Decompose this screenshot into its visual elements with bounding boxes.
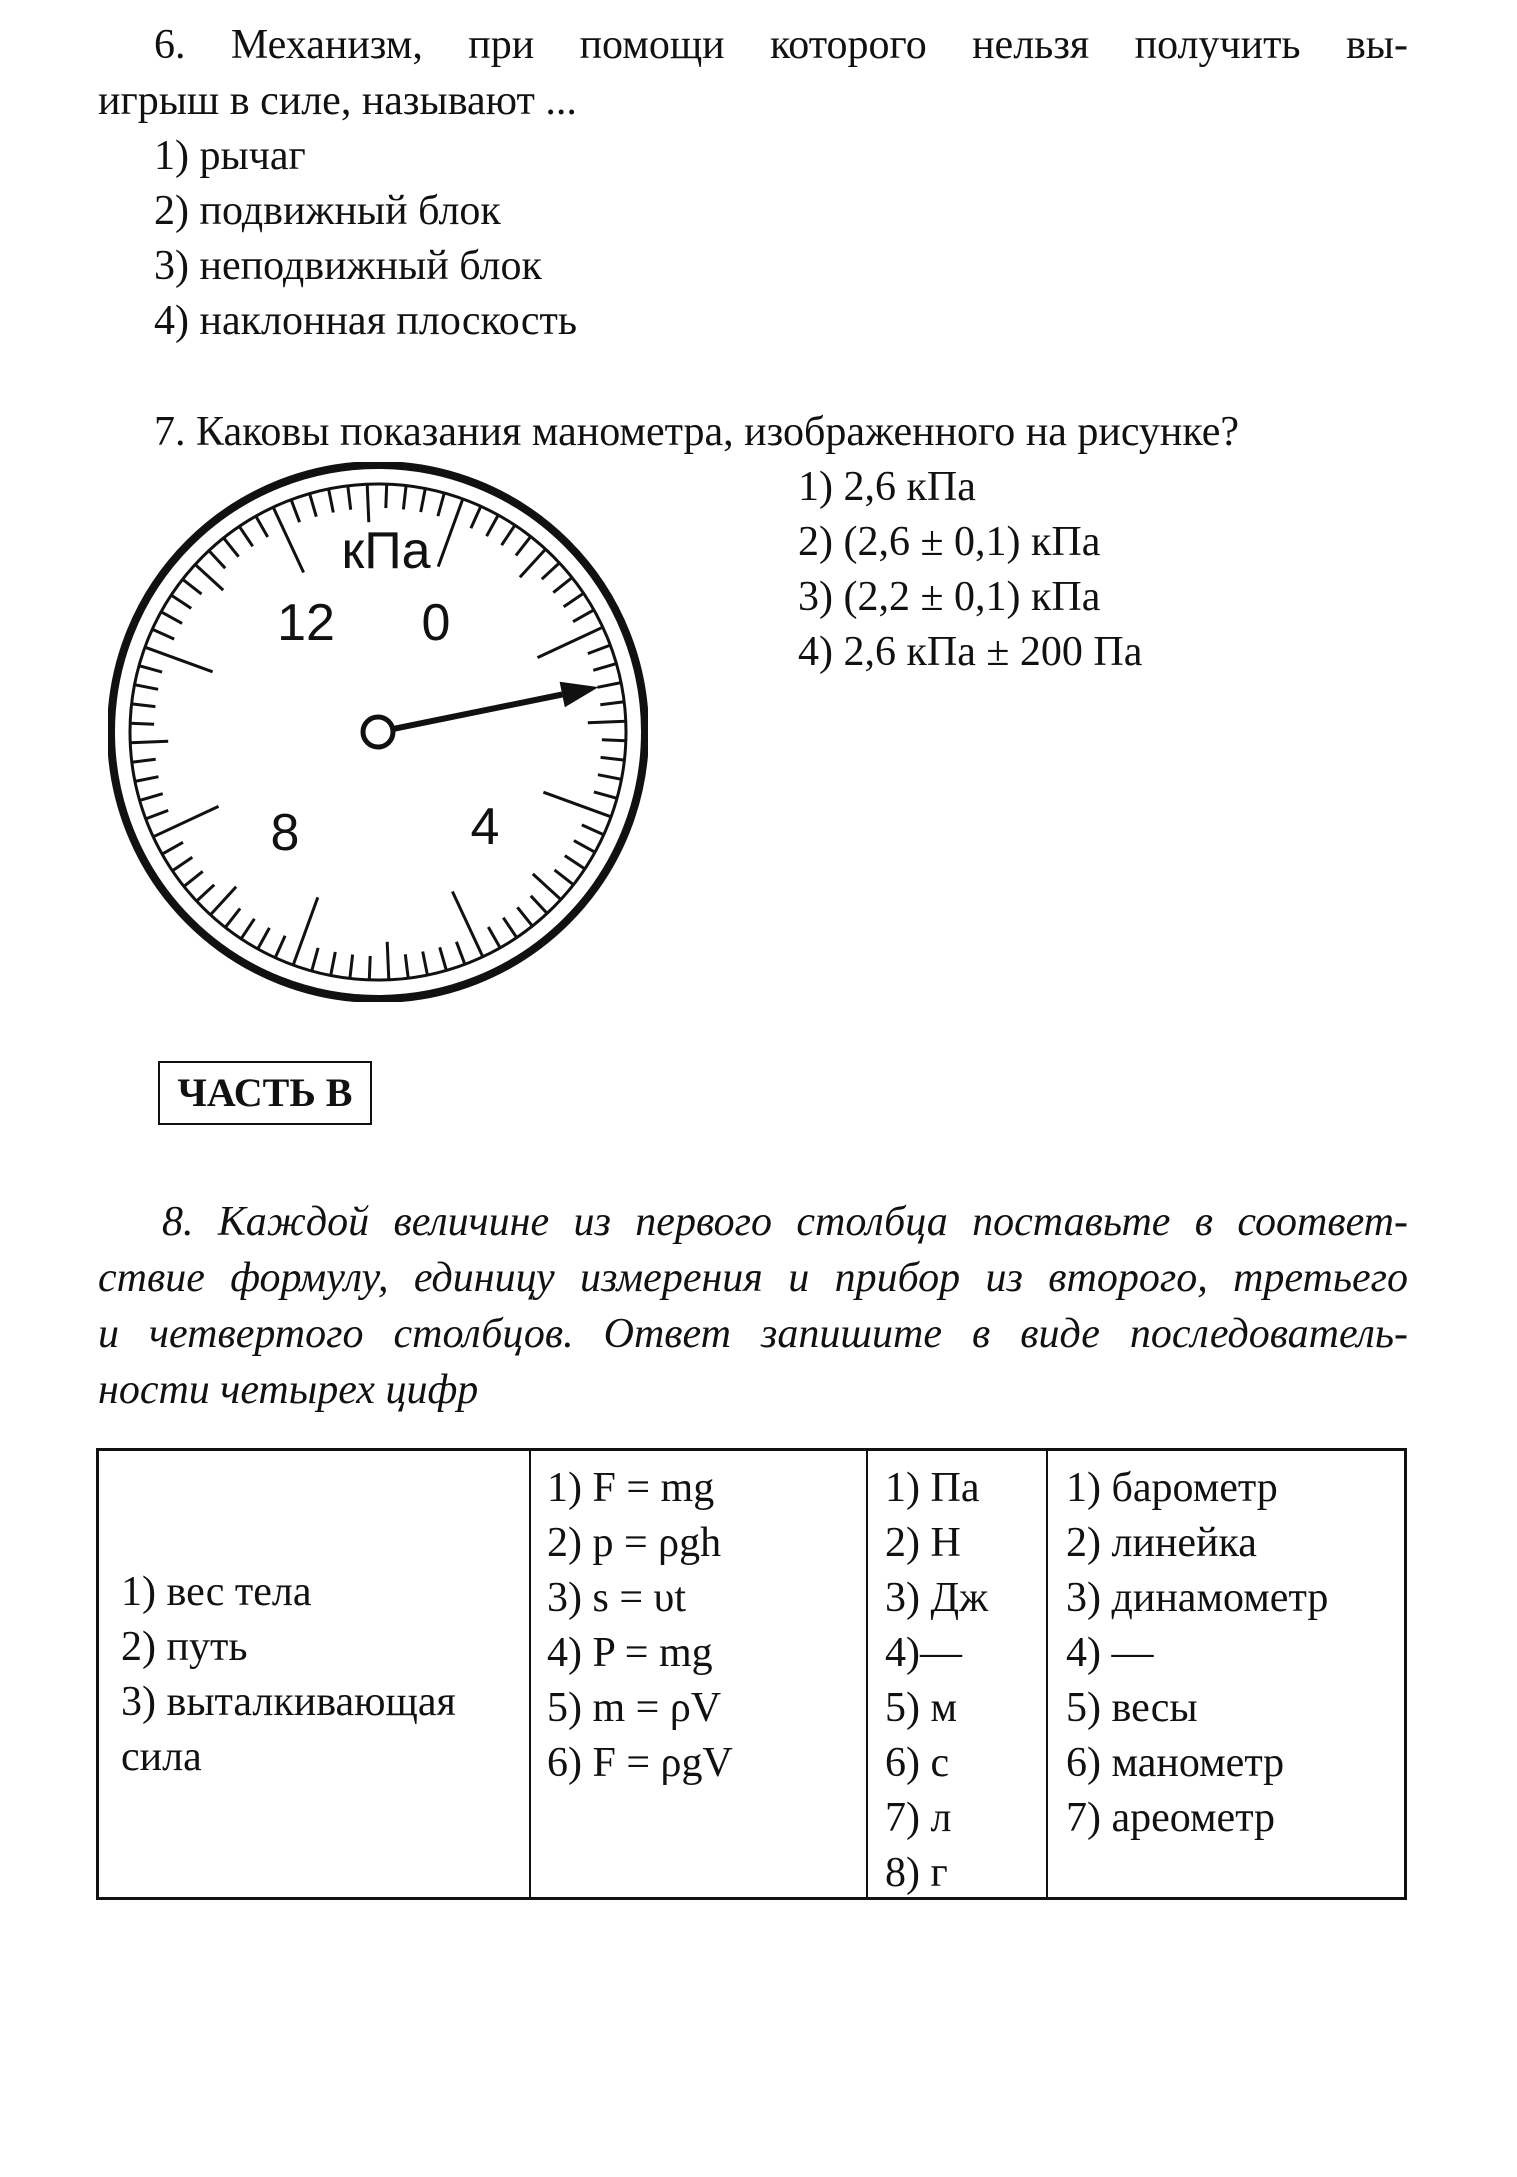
gauge-tick	[171, 595, 191, 608]
gauge-tick	[520, 549, 546, 577]
gauge-tick	[348, 486, 351, 510]
gauge-tick	[329, 489, 334, 513]
gauge-label-0: 0	[421, 594, 451, 652]
unit-item: 4)—	[885, 1630, 962, 1676]
unit-item: 7) л	[885, 1795, 952, 1841]
question-6-text-line1: 6. Механизм, при помощи которого нельзя получить вы-	[154, 22, 1408, 68]
gauge-tick	[565, 856, 585, 869]
instrument-item: 6) манометр	[1066, 1740, 1285, 1786]
gauge-tick	[161, 612, 182, 624]
formula-item: 1) F = mg	[547, 1465, 715, 1511]
formula-item: 5) m = ρV	[547, 1685, 722, 1731]
gauge-tick	[256, 516, 268, 537]
gauge-tick	[310, 494, 317, 517]
gauge-tick	[543, 792, 611, 817]
part-b-heading: ЧАСТЬ В	[158, 1061, 372, 1125]
question-7-option-2: 2) (2,6 ± 0,1) кПа	[798, 519, 1101, 565]
gauge-tick	[331, 952, 336, 976]
instrument-item: 7) ареометр	[1066, 1795, 1276, 1841]
gauge-tick	[293, 897, 318, 965]
quantity-item: 3) выталкивающая	[121, 1679, 456, 1725]
gauge-tick	[405, 954, 408, 978]
gauge-tick	[183, 579, 202, 594]
gauge-tick	[564, 593, 584, 606]
gauge-tick	[533, 874, 561, 900]
question-6-option-1: 1) рычаг	[154, 133, 306, 179]
gauge-tick	[152, 629, 174, 639]
gauge-tick	[275, 936, 285, 958]
gauge-tick	[239, 526, 252, 546]
gauge-tick	[502, 525, 515, 545]
formulas-column	[547, 1461, 733, 1791]
gauge-tick	[197, 885, 215, 901]
gauge-tick	[135, 685, 159, 690]
gauge-tick	[130, 723, 154, 724]
question-8-text-line1: 8. Каждой величине из первого столбца поставьте в соответ-	[162, 1199, 1408, 1245]
quantity-item: сила	[121, 1734, 202, 1780]
gauge-tick	[241, 919, 254, 939]
gauge-tick	[195, 565, 223, 591]
gauge-tick	[542, 563, 560, 579]
gauge-tick	[145, 647, 213, 672]
table-column-divider	[1046, 1451, 1048, 1897]
instrument-item: 2) линейка	[1066, 1520, 1257, 1566]
gauge-tick	[387, 942, 389, 980]
gauge-label-12: 12	[277, 594, 335, 652]
unit-item: 2) Н	[885, 1520, 961, 1566]
question-7-option-4: 4) 2,6 кПа ± 200 Па	[798, 629, 1143, 675]
instrument-item: 1) барометр	[1066, 1465, 1278, 1511]
gauge-tick	[531, 896, 547, 914]
matching-table	[96, 1448, 1407, 1900]
manometer-gauge	[108, 462, 648, 1002]
gauge-tick	[503, 918, 516, 938]
gauge-tick	[600, 702, 624, 705]
gauge-tick	[184, 871, 203, 886]
gauge-unit-label: кПа	[341, 522, 431, 580]
gauge-tick	[588, 721, 626, 723]
gauge-tick	[130, 741, 168, 743]
unit-item: 8) г	[885, 1850, 948, 1896]
gauge-tick	[162, 842, 183, 854]
instrument-item: 4) —	[1066, 1630, 1154, 1676]
gauge-tick	[601, 757, 625, 760]
formula-item: 3) s = υt	[547, 1575, 686, 1621]
gauge-tick	[594, 792, 617, 798]
unit-item: 1) Па	[885, 1465, 980, 1511]
question-8-text-line2: ствие формулу, единицу измерения и прибор из второго, третьего	[98, 1255, 1408, 1301]
gauge-tick	[598, 775, 622, 780]
gauge-label-4: 4	[470, 798, 500, 856]
gauge-tick	[140, 794, 163, 801]
quantity-item: 1) вес тела	[121, 1569, 312, 1615]
gauge-tick	[350, 955, 353, 979]
gauge-tick	[403, 486, 406, 510]
question-6-option-4: 4) наклонная плоскость	[154, 298, 577, 344]
question-6-text-line2: игрыш в силе, называют ...	[98, 78, 577, 124]
gauge-needle-arrowhead	[560, 682, 599, 708]
gauge-pivot	[363, 717, 393, 747]
gauge-tick	[135, 777, 159, 782]
formula-item: 6) F = ρgV	[547, 1740, 733, 1786]
gauge-tick	[211, 887, 237, 915]
gauge-needle	[378, 695, 562, 733]
formula-item: 4) P = mg	[547, 1630, 713, 1676]
gauge-tick	[386, 484, 387, 508]
gauge-tick	[369, 956, 370, 980]
question-6-option-2: 2) подвижный блок	[154, 188, 501, 234]
gauge-tick	[516, 537, 531, 556]
gauge-tick	[517, 907, 532, 926]
gauge-tick	[367, 484, 369, 522]
gauge-tick	[602, 740, 626, 741]
gauge-tick	[132, 759, 156, 762]
gauge-tick	[312, 948, 318, 971]
gauge-tick	[440, 947, 447, 970]
gauge-tick	[132, 704, 156, 707]
gauge-tick	[225, 909, 240, 928]
instruments-column	[1066, 1461, 1328, 1846]
gauge-tick	[423, 952, 428, 976]
gauge-tick	[471, 506, 481, 528]
quantity-item: 2) путь	[121, 1624, 248, 1670]
question-8-text-line3: и четвертого столбцов. Ответ запишите в виде последователь-	[98, 1311, 1408, 1357]
instrument-item: 3) динамометр	[1066, 1575, 1329, 1621]
table-column-divider	[529, 1451, 531, 1897]
question-7-option-1: 1) 2,6 кПа	[798, 464, 976, 510]
gauge-tick	[456, 942, 465, 965]
gauge-tick	[291, 500, 300, 523]
unit-item: 5) м	[885, 1685, 958, 1731]
gauge-tick	[555, 870, 574, 885]
gauge-tick	[488, 927, 500, 948]
question-7-option-3: 3) (2,2 ± 0,1) кПа	[798, 574, 1101, 620]
gauge-tick	[582, 825, 604, 835]
gauge-tick	[588, 645, 611, 654]
quantities-column	[121, 1565, 456, 1785]
gauge-tick	[438, 493, 444, 516]
gauge-tick	[593, 664, 616, 671]
gauge-tick	[487, 515, 499, 536]
unit-item: 6) с	[885, 1740, 950, 1786]
question-6-option-3: 3) неподвижный блок	[154, 243, 542, 289]
gauge-tick	[573, 610, 594, 622]
question-8-text-line4: ности четырех цифр	[98, 1367, 479, 1413]
gauge-tick	[438, 499, 463, 567]
gauge-tick	[598, 683, 622, 688]
gauge-tick	[574, 841, 595, 853]
gauge-tick	[139, 666, 162, 672]
gauge-tick	[224, 538, 239, 557]
gauge-tick	[146, 810, 169, 819]
units-column	[885, 1461, 988, 1901]
gauge-tick	[209, 551, 225, 569]
instrument-item: 5) весы	[1066, 1685, 1198, 1731]
gauge-tick	[172, 857, 192, 870]
table-column-divider	[866, 1451, 868, 1897]
gauge-tick	[553, 578, 572, 593]
question-7-text: 7. Каковы показания манометра, изображенного на рисунке?	[154, 409, 1240, 455]
gauge-tick	[258, 928, 270, 949]
unit-item: 3) Дж	[885, 1575, 989, 1621]
formula-item: 2) p = ρgh	[547, 1520, 722, 1566]
gauge-label-8: 8	[270, 804, 300, 862]
gauge-tick	[421, 489, 426, 512]
